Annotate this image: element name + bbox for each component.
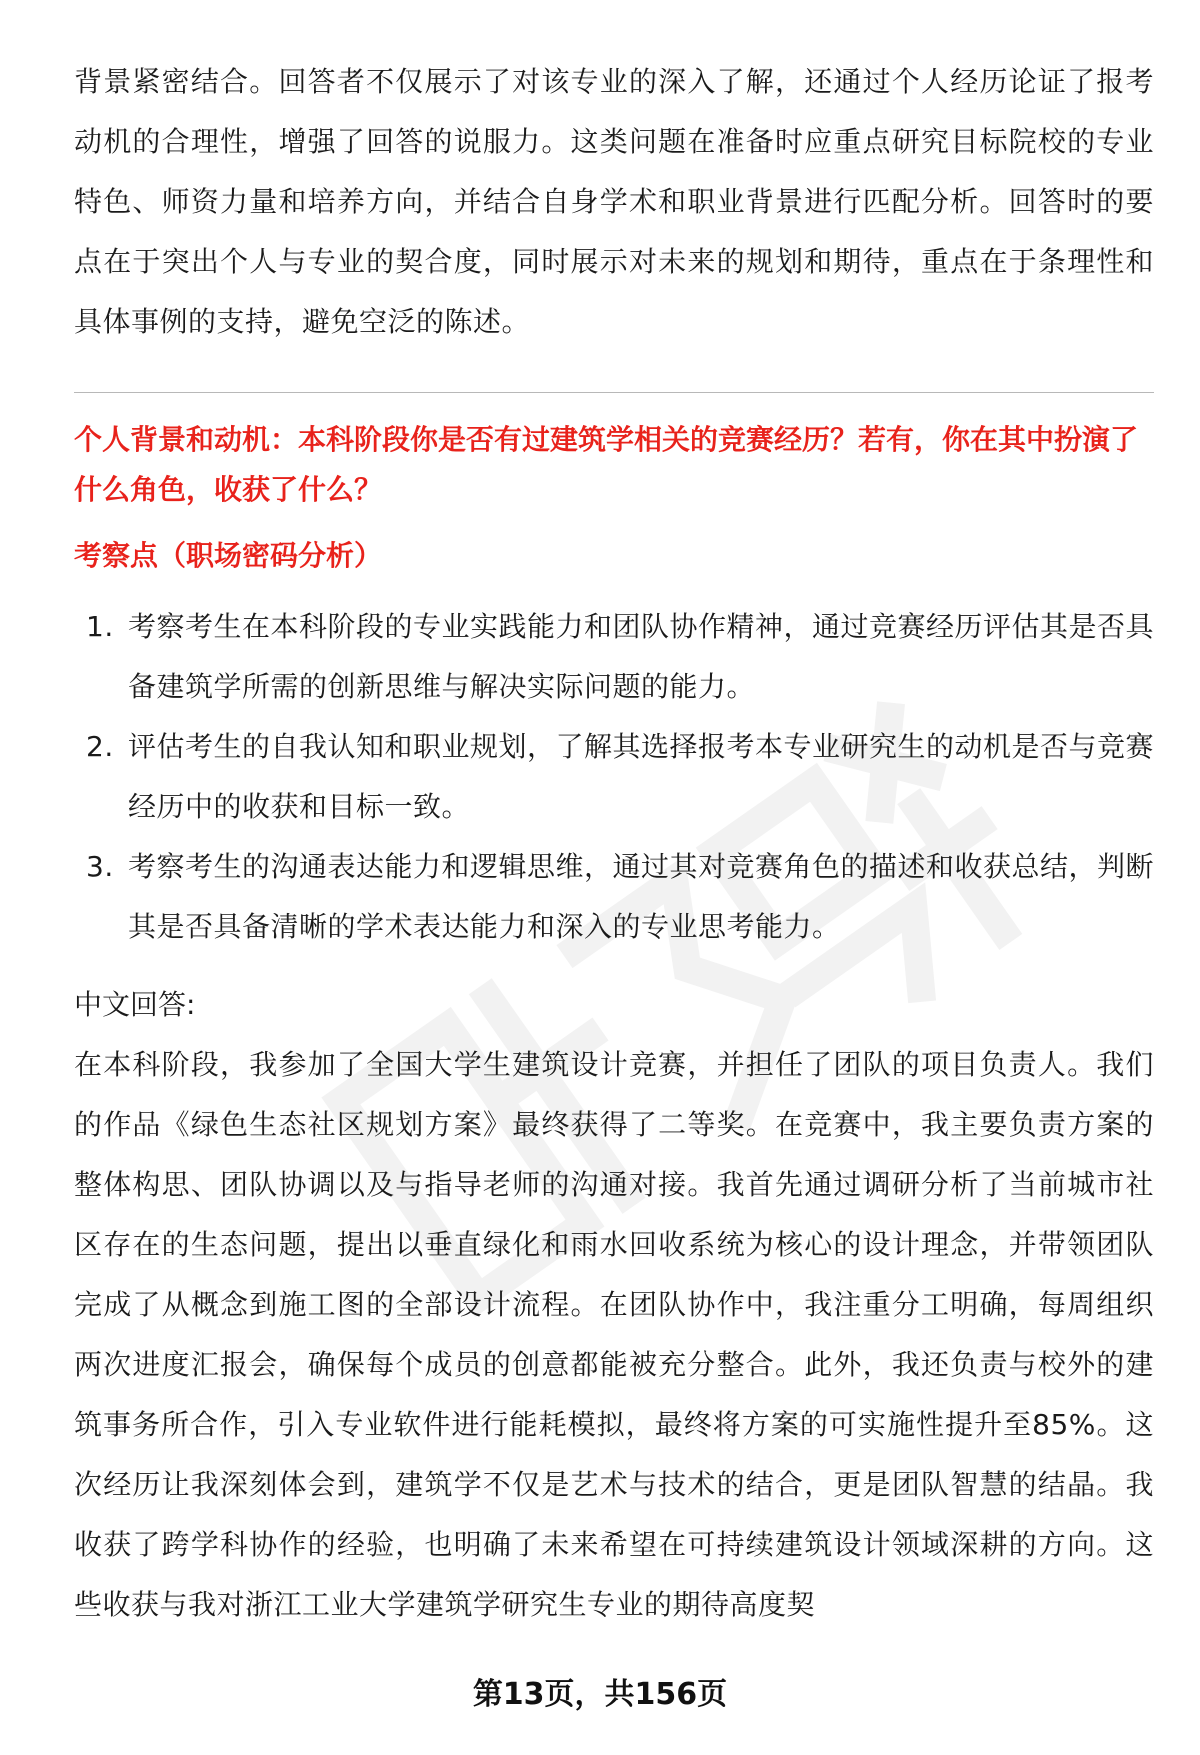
assessment-points-list: [74, 597, 1154, 957]
question-heading: 个人背景和动机：本科阶段你是否有过建筑学相关的竞赛经历？若有，你在其中扮演了什么角色，收获了什么？: [74, 423, 1139, 506]
list-item-text: 评估考生的自我认知和职业规划，了解其选择报考本专业研究生的动机是否与竞赛经历中的收获和目标一致。: [128, 730, 1155, 823]
list-item-text: 考察考生在本科阶段的专业实践能力和团队协作精神，通过竞赛经历评估其是否具备建筑学所需的创新思维与解决实际问题的能力。: [128, 610, 1155, 703]
main-content: [74, 52, 1154, 1635]
section-divider: [74, 392, 1154, 393]
list-item-number: 2.: [86, 730, 114, 763]
page-number-footer: 第13页，共156页: [472, 1677, 728, 1712]
list-item-number: 1.: [86, 610, 114, 643]
assessment-subheading: 考察点（职场密码分析）: [74, 539, 383, 572]
intro-paragraph: 背景紧密结合。回答者不仅展示了对该专业的深入了解，还通过个人经历论证了报考动机的合理性，增强了回答的说服力。这类问题在准备时应重点研究目标院校的专业特色、师资力量和培养方向，并结合自身学术和职业背景进行匹配分析。回答时的要点在于突出个人与专业的契合度，同时展示对未来的规划和期待，重点在于条理性和具体事例的支持，避免空泛的陈述。: [74, 65, 1154, 338]
answer-paragraph: 在本科阶段，我参加了全国大学生建筑设计竞赛，并担任了团队的项目负责人。我们的作品《绿色生态社区规划方案》最终获得了二等奖。在竞赛中，我主要负责方案的整体构思、团队协调以及与指导老师的沟通对接。我首先通过调研分析了当前城市社区存在的生态问题，提出以垂直绿化和雨水回收系统为核心的设计理念，并带领团队完成了从概念到施工图的全部设计流程。在团队协作中，我注重分工明确，每周组织两次进度汇报会，确保每个成员的创意都能被充分整合。此外，我还负责与校外的建筑事务所合作，引入专业软件进行能耗模拟，最终将方案的可实施性提升至85%。这次经历让我深刻体会到，建筑学不仅是艺术与技术的结合，更是团队智慧的结晶。我收获了跨学科协作的经验，也明确了未来希望在可持续建筑设计领域深耕的方向。这些收获与我对浙江工业大学建筑学研究生专业的期待高度契: [74, 1048, 1154, 1621]
list-item: [74, 717, 1154, 837]
list-item: [74, 597, 1154, 717]
list-item-number: 3.: [86, 850, 114, 883]
answer-label: 中文回答:: [74, 988, 196, 1021]
list-item: [74, 837, 1154, 957]
list-item-text: 考察考生的沟通表达能力和逻辑思维，通过其对竞赛角色的描述和收获总结，判断其是否具备清晰的学术表达能力和深入的专业思考能力。: [128, 850, 1155, 943]
